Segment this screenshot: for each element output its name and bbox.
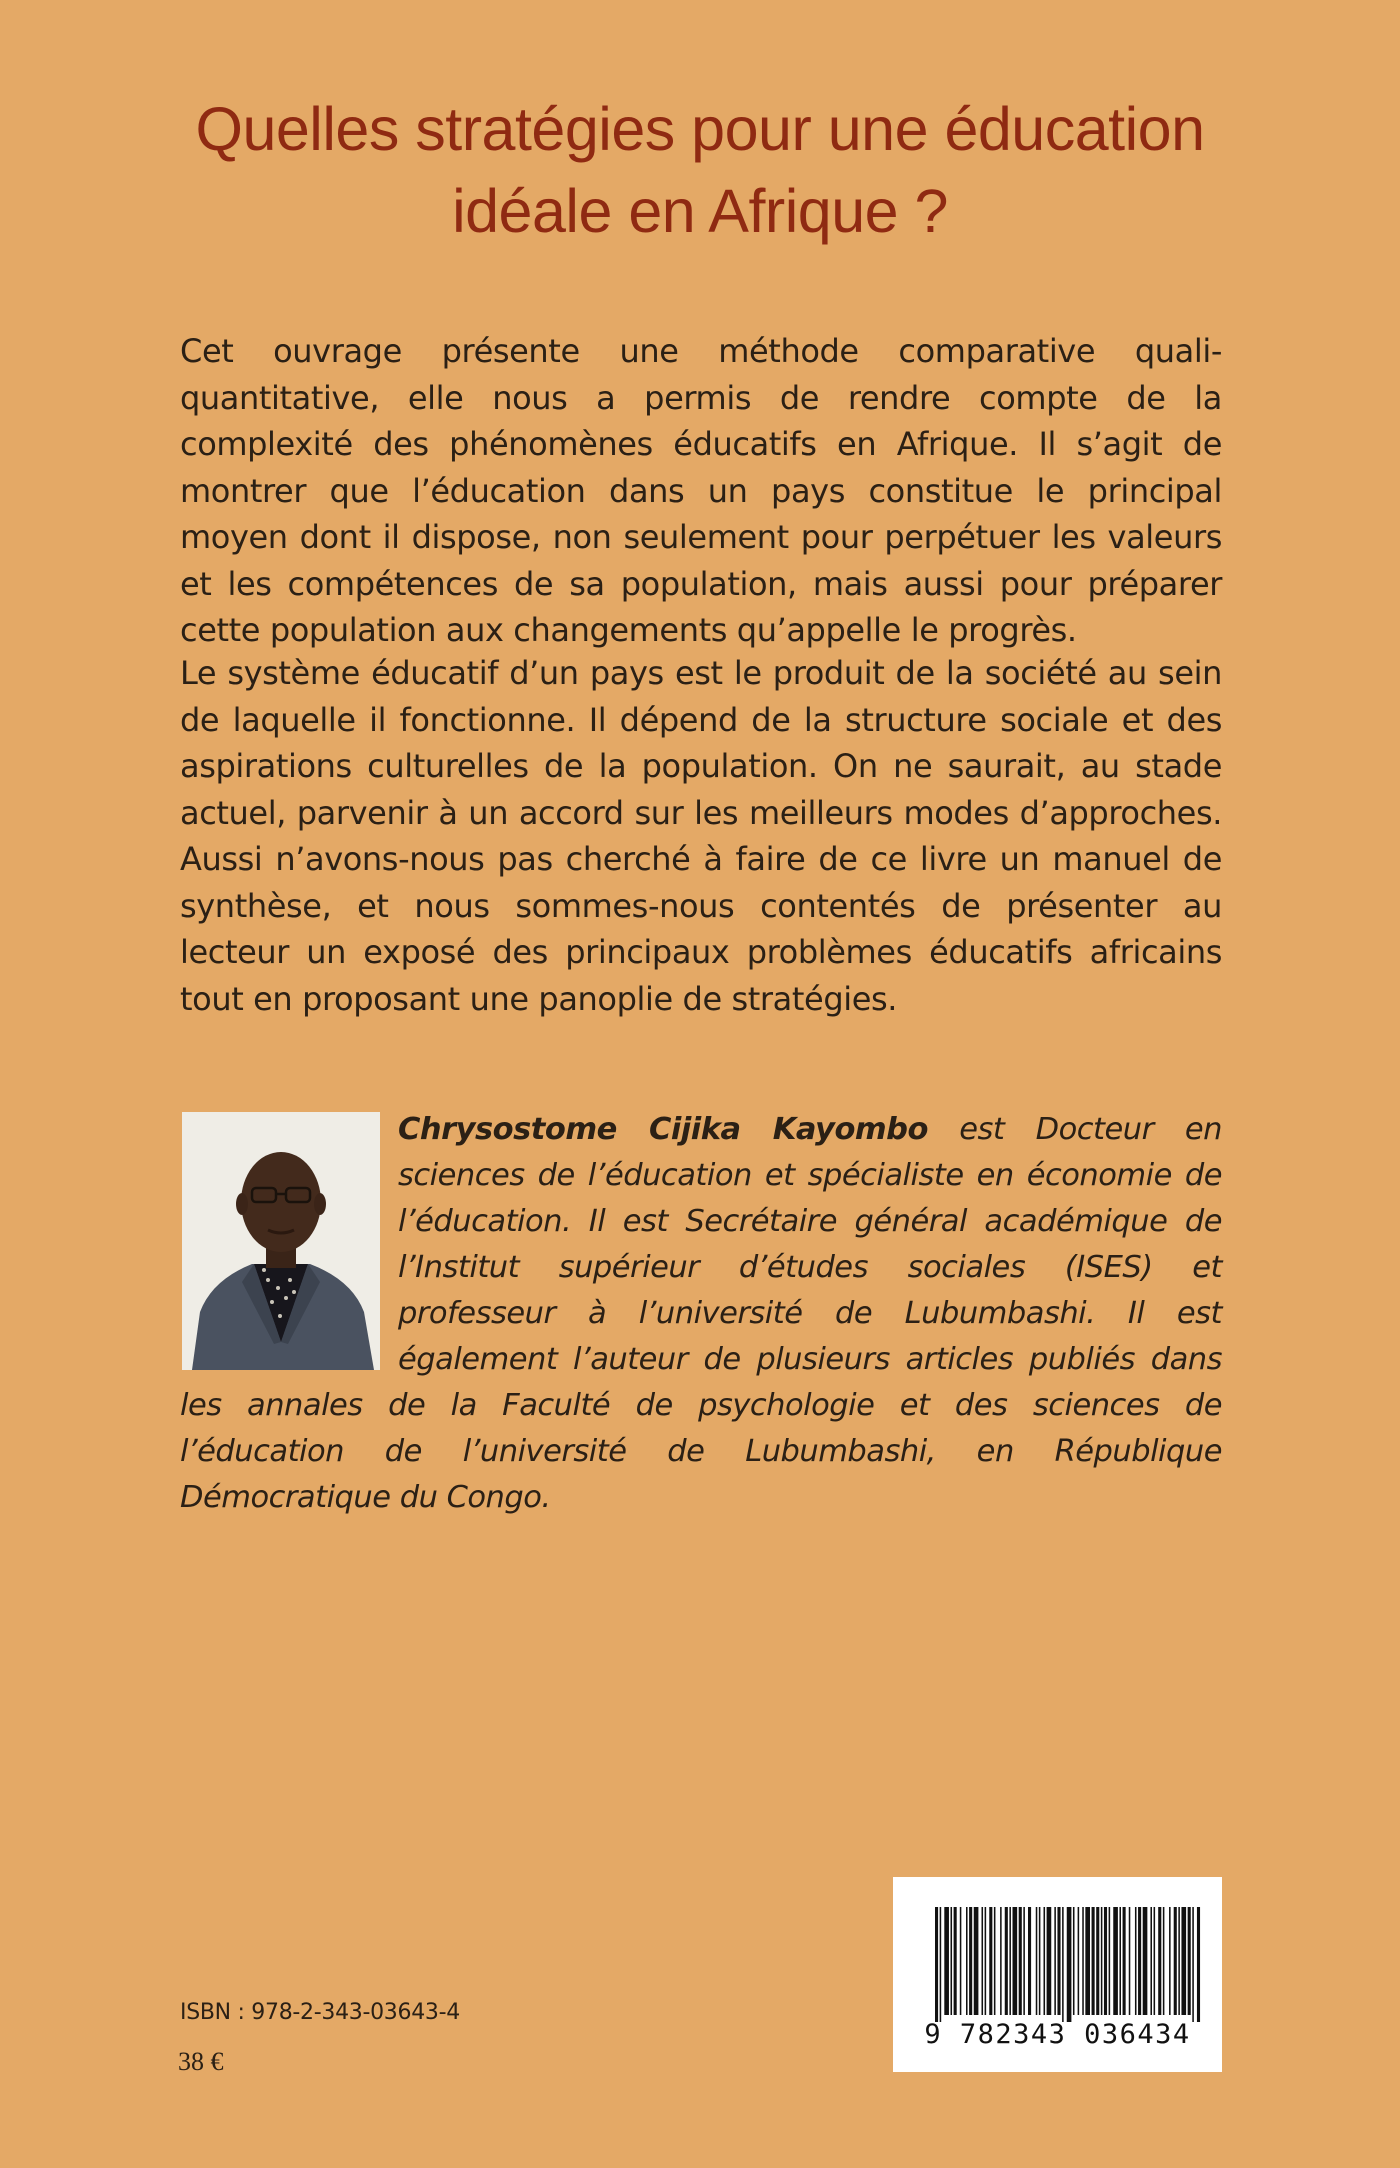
barcode: [893, 1877, 1222, 2072]
price-label: 38 €: [178, 2047, 224, 2076]
book-title: [120, 88, 1280, 252]
author-bio-text: est Docteur en sciences de l’éducation et spécialiste en économie de l’éducation. Il est Secrétaire général académique de l’Institut supérieur d’études sociales (ISES) et professeur à l’université de Lubumbashi. Il est également l’auteur de plusieurs articles publiés dans les annales de la Faculté de psychologie et des sciences de l’éducation de l’université de Lubumbashi, en République Démocratique du Congo.: [180, 1112, 1222, 1515]
summary-paragraph-2: Le système éducatif d’un pays est le produit de la société au sein de laquelle il fonctionne. Il dépend de la structure sociale et des aspirations culturelles de la population. On ne saurait, au stade actuel, parvenir à un accord sur les meilleurs modes d’approches. Aussi n’avons-nous pas cherché à faire de ce livre un manuel de synthèse, et nous sommes-nous contentés de présenter au lecteur un exposé des principaux problèmes éducatifs africains tout en proposant une panoplie de stratégies.: [180, 654, 1222, 1018]
book-title-line-2: idéale en Afrique ?: [452, 177, 948, 245]
author-name: Chrysostome Cijika Kayombo: [398, 1112, 928, 1147]
summary-paragraph-1: Cet ouvrage présente une méthode comparative quali-quantitative, elle nous a permis de rendre compte de la complexité des phénomènes éducatifs en Afrique. Il s’agit de montrer que l’éducation dans un pays constitue le principal moyen dont il dispose, non seulement pour perpétuer les valeurs et les compétences de sa population, mais aussi pour préparer cette population aux changements qu’appelle le progrès.: [180, 332, 1222, 649]
barcode-digits: 9 782343 036434: [924, 2019, 1191, 2050]
author-bio: [180, 1107, 1222, 1521]
isbn-label: ISBN : 978-2-343-03643-4: [180, 2000, 460, 2025]
photo-spacer: [180, 1107, 398, 1383]
book-title-line-1: Quelles stratégies pour une éducation: [195, 95, 1205, 163]
